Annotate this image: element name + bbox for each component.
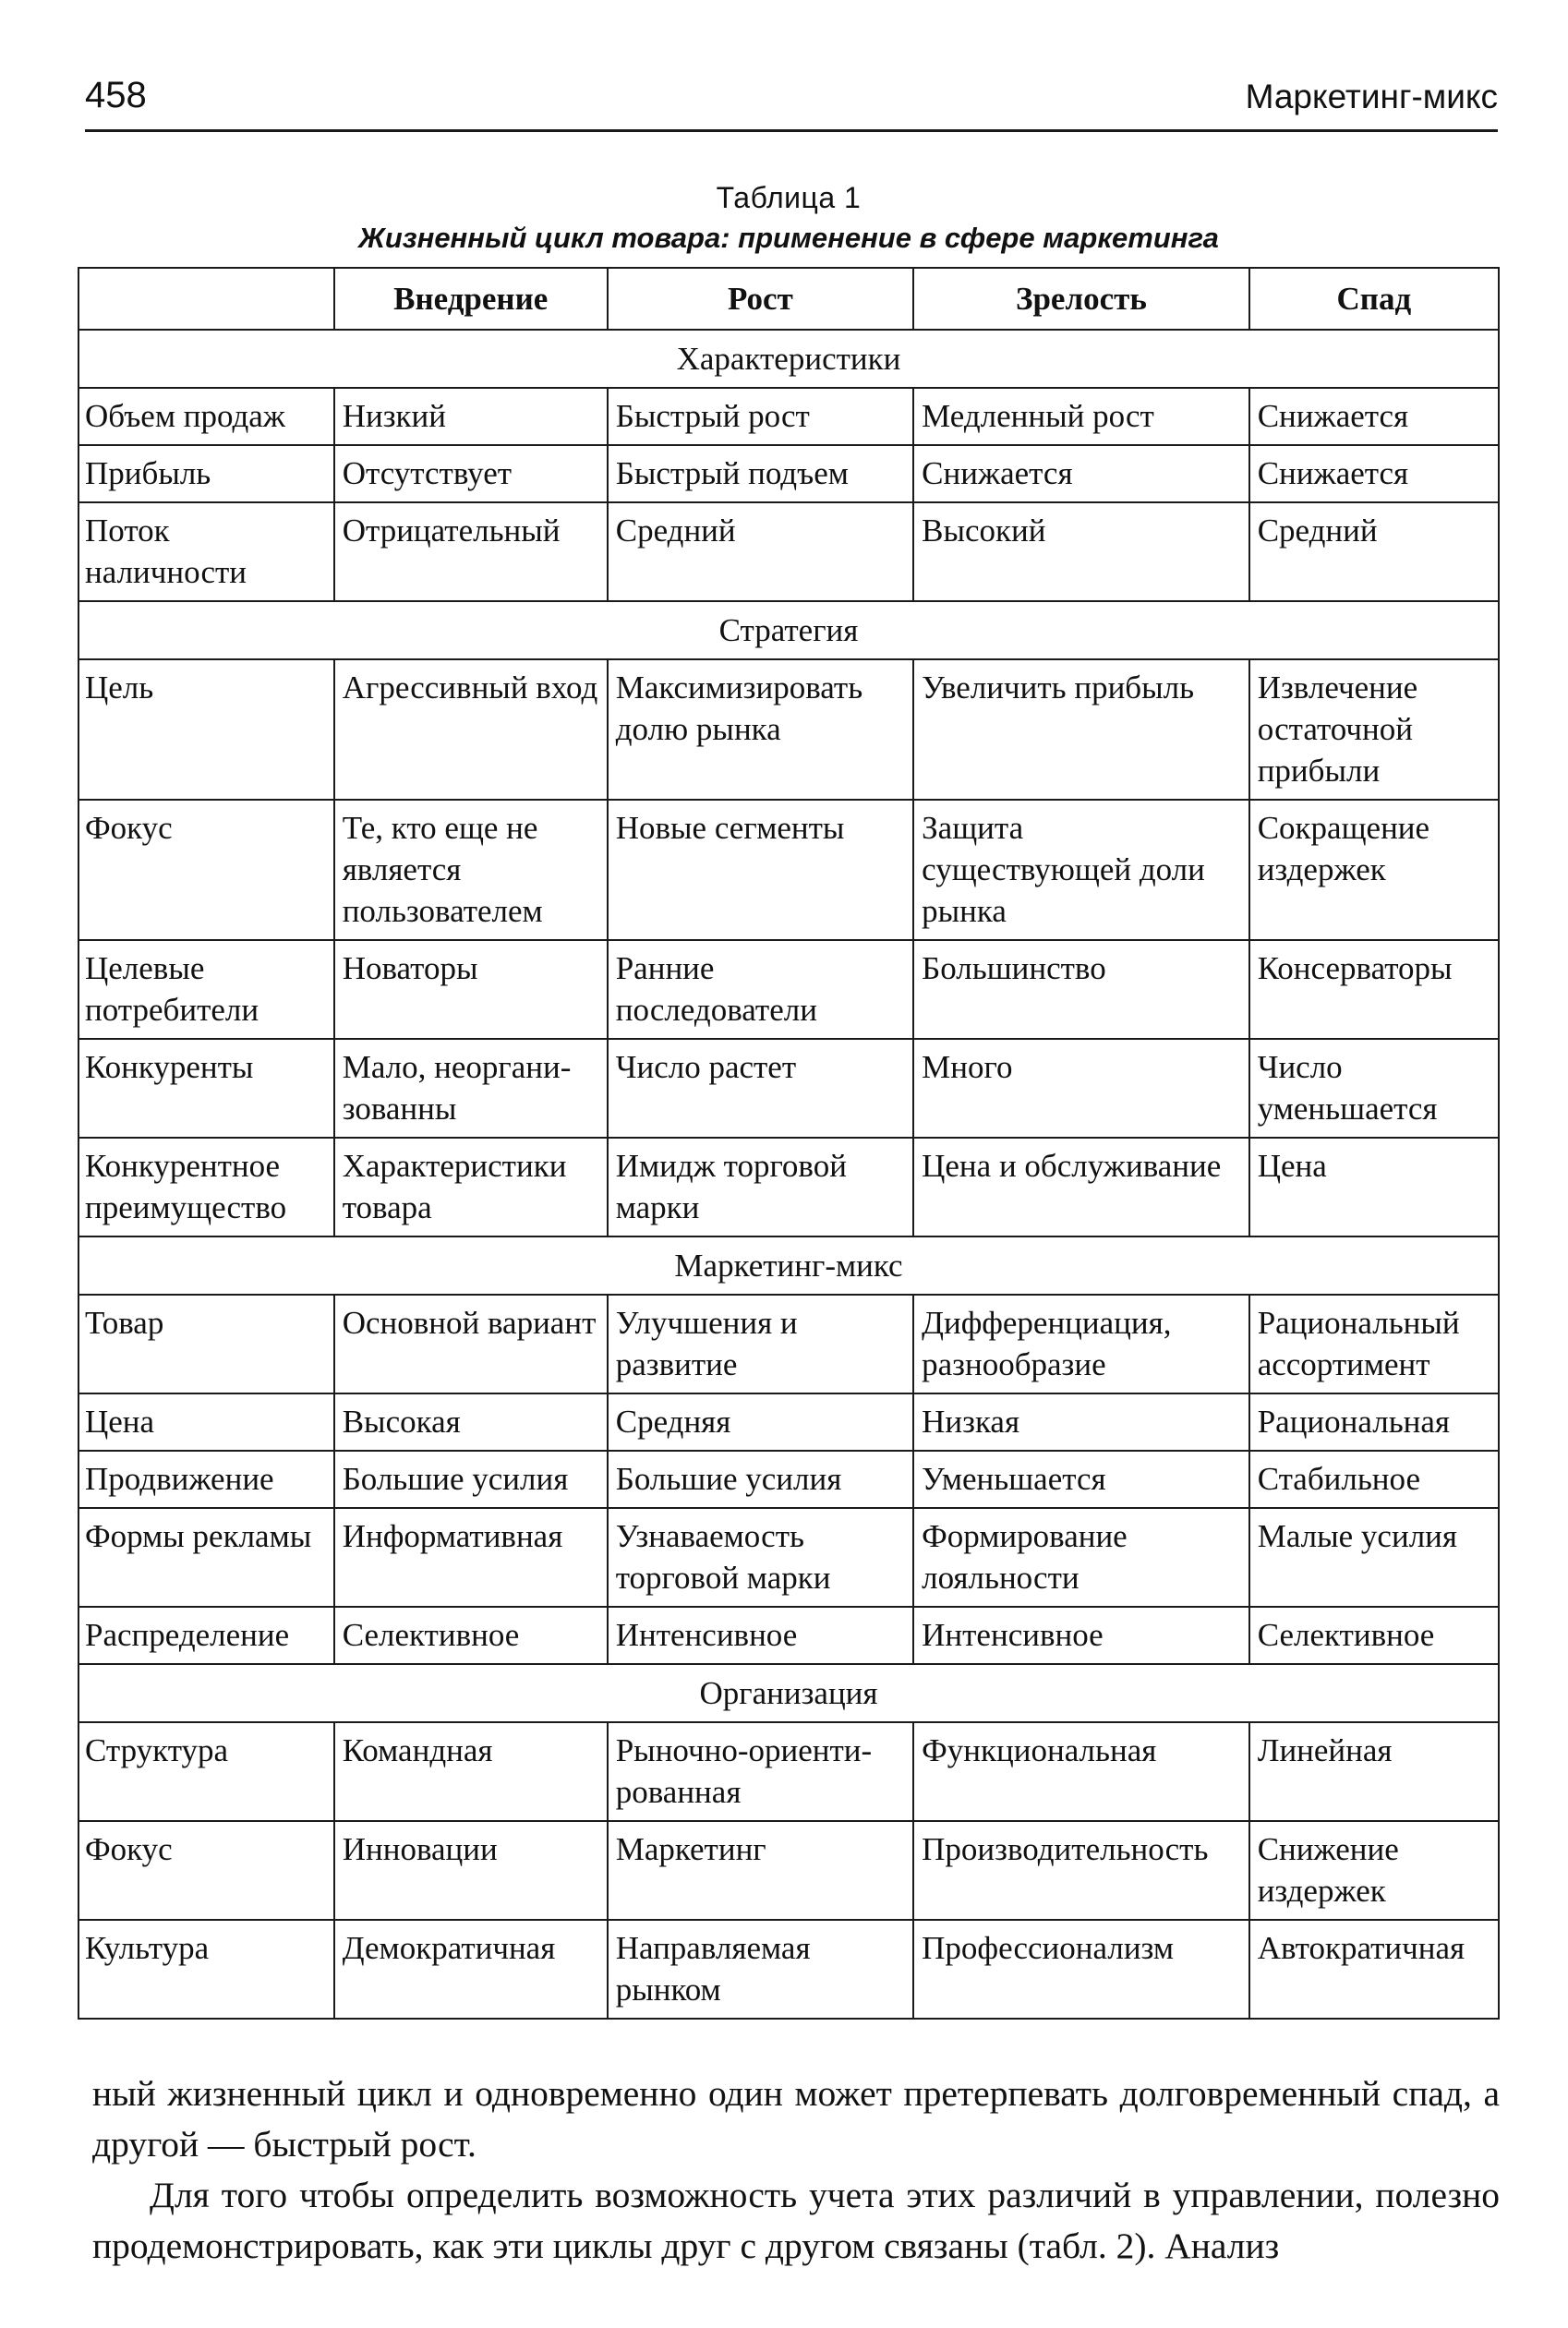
section-header: Организация	[78, 1664, 1499, 1722]
growth-cell: Улучшения и развитие	[608, 1295, 913, 1393]
header-maturity: Зрелость	[913, 268, 1249, 330]
maturity-cell: Дифференциация, разнообразие	[913, 1295, 1249, 1393]
introduction-cell: Высокая	[334, 1393, 608, 1451]
row-label: Конкурентное преимущество	[78, 1138, 334, 1236]
row-label: Продвижение	[78, 1451, 334, 1508]
introduction-cell: Характеристики товара	[334, 1138, 608, 1236]
table-row	[78, 1295, 1499, 1393]
table-row	[78, 1821, 1499, 1920]
decline-cell: Рациональный ассортимент	[1249, 1295, 1499, 1393]
section-header-row	[78, 1236, 1499, 1295]
maturity-cell: Много	[913, 1039, 1249, 1138]
table-row	[78, 800, 1499, 940]
row-label: Прибыль	[78, 445, 334, 502]
maturity-cell: Интенсивное	[913, 1607, 1249, 1664]
introduction-cell: Отрицательный	[334, 502, 608, 601]
growth-cell: Средний	[608, 502, 913, 601]
lifecycle-table	[78, 267, 1500, 2020]
row-label: Формы рекламы	[78, 1508, 334, 1607]
maturity-cell: Цена и обслуживание	[913, 1138, 1249, 1236]
introduction-cell: Информативная	[334, 1508, 608, 1607]
row-label: Распределение	[78, 1607, 334, 1664]
maturity-cell: Формирование лояльности	[913, 1508, 1249, 1607]
decline-cell: Средний	[1249, 502, 1499, 601]
maturity-cell: Производительность	[913, 1821, 1249, 1920]
row-label: Товар	[78, 1295, 334, 1393]
decline-cell: Сокращение издержек	[1249, 800, 1499, 940]
table-row	[78, 388, 1499, 445]
growth-cell: Максимизировать долю рынка	[608, 659, 913, 800]
row-label: Цена	[78, 1393, 334, 1451]
growth-cell: Рыночно-ориентированная	[608, 1722, 913, 1821]
decline-cell: Стабильное	[1249, 1451, 1499, 1508]
row-label: Поток наличности	[78, 502, 334, 601]
decline-cell: Извлечение остаточной прибыли	[1249, 659, 1499, 800]
table-row	[78, 1451, 1499, 1508]
row-label: Фокус	[78, 1821, 334, 1920]
maturity-cell: Увеличить прибыль	[913, 659, 1249, 800]
table-header-row	[78, 268, 1499, 330]
section-header-row	[78, 1664, 1499, 1722]
running-head-section: Маркетинг-микс	[1245, 78, 1498, 115]
section-header: Стратегия	[78, 601, 1499, 659]
section-header: Маркетинг-микс	[78, 1236, 1499, 1295]
decline-cell: Автократичная	[1249, 1920, 1499, 2019]
maturity-cell: Профессионализм	[913, 1920, 1249, 2019]
row-label: Структура	[78, 1722, 334, 1821]
introduction-cell: Мало, неорганизованны	[334, 1039, 608, 1138]
table-number: Таблица 1	[716, 181, 862, 214]
maturity-cell: Защита существующей доли рынка	[913, 800, 1249, 940]
introduction-cell: Демократичная	[334, 1920, 608, 2019]
growth-cell: Узнаваемость торговой марки	[608, 1508, 913, 1607]
decline-cell: Снижается	[1249, 388, 1499, 445]
header-growth: Рост	[608, 268, 913, 330]
decline-cell: Число уменьшается	[1249, 1039, 1499, 1138]
header-stub	[78, 268, 334, 330]
introduction-cell: Низкий	[334, 388, 608, 445]
maturity-cell: Высокий	[913, 502, 1249, 601]
introduction-cell: Основной вариант	[334, 1295, 608, 1393]
growth-cell: Маркетинг	[608, 1821, 913, 1920]
maturity-cell: Функциональная	[913, 1722, 1249, 1821]
running-head	[85, 55, 1498, 132]
introduction-cell: Большие усилия	[334, 1451, 608, 1508]
growth-cell: Быстрый рост	[608, 388, 913, 445]
growth-cell: Новые сегменты	[608, 800, 913, 940]
table-row	[78, 1920, 1499, 2019]
decline-cell: Селективное	[1249, 1607, 1499, 1664]
decline-cell: Консерваторы	[1249, 940, 1499, 1039]
table-row	[78, 1138, 1499, 1236]
section-header-row	[78, 601, 1499, 659]
introduction-cell: Командная	[334, 1722, 608, 1821]
section-header: Характеристики	[78, 330, 1499, 388]
row-label: Целевые потребители	[78, 940, 334, 1039]
decline-cell: Малые усилия	[1249, 1508, 1499, 1607]
introduction-cell: Селективное	[334, 1607, 608, 1664]
decline-cell: Линейная	[1249, 1722, 1499, 1821]
growth-cell: Быстрый подъем	[608, 445, 913, 502]
maturity-cell: Уменьшается	[913, 1451, 1249, 1508]
maturity-cell: Низкая	[913, 1393, 1249, 1451]
header-introduction: Внедрение	[334, 268, 608, 330]
table-row	[78, 502, 1499, 601]
table-caption	[78, 177, 1500, 259]
header-decline: Спад	[1249, 268, 1499, 330]
maturity-cell: Медленный рост	[913, 388, 1249, 445]
row-label: Цель	[78, 659, 334, 800]
paragraph-continuation: ный жизненный цикл и одновременно один может претерпевать долговременный спад, а другой — быстрый рост.	[92, 2073, 1500, 2165]
row-label: Конкуренты	[78, 1039, 334, 1138]
growth-cell: Имидж торговой марки	[608, 1138, 913, 1236]
growth-cell: Большие усилия	[608, 1451, 913, 1508]
page-number: 458	[85, 75, 147, 115]
decline-cell: Цена	[1249, 1138, 1499, 1236]
growth-cell: Интенсивное	[608, 1607, 913, 1664]
growth-cell: Направляемая рынком	[608, 1920, 913, 2019]
maturity-cell: Большинство	[913, 940, 1249, 1039]
table-row	[78, 1393, 1499, 1451]
growth-cell: Средняя	[608, 1393, 913, 1451]
table-row	[78, 1039, 1499, 1138]
decline-cell: Снижается	[1249, 445, 1499, 502]
section-header-row	[78, 330, 1499, 388]
decline-cell: Рациональная	[1249, 1393, 1499, 1451]
maturity-cell: Снижается	[913, 445, 1249, 502]
table-title: Жизненный цикл товара: применение в сфере маркетинга	[358, 222, 1219, 254]
introduction-cell: Инновации	[334, 1821, 608, 1920]
introduction-cell: Те, кто еще не является пользователем	[334, 800, 608, 940]
table-row	[78, 940, 1499, 1039]
row-label: Объем продаж	[78, 388, 334, 445]
growth-cell: Ранние последователи	[608, 940, 913, 1039]
decline-cell: Снижение издержек	[1249, 1821, 1499, 1920]
table-row	[78, 1607, 1499, 1664]
growth-cell: Число растет	[608, 1039, 913, 1138]
table-row	[78, 1508, 1499, 1607]
introduction-cell: Отсутствует	[334, 445, 608, 502]
row-label: Фокус	[78, 800, 334, 940]
row-label: Культура	[78, 1920, 334, 2019]
table-row	[78, 659, 1499, 800]
table-row	[78, 1722, 1499, 1821]
table-row	[78, 445, 1499, 502]
body-text	[92, 2069, 1500, 2272]
introduction-cell: Новаторы	[334, 940, 608, 1039]
table-body	[78, 330, 1499, 2019]
paragraph: Для того чтобы определить возможность учета этих различий в управлении, полезно продемонстрировать, как эти циклы друг с другом связаны (табл. 2). Анализ	[92, 2175, 1500, 2266]
introduction-cell: Агрессивный вход	[334, 659, 608, 800]
